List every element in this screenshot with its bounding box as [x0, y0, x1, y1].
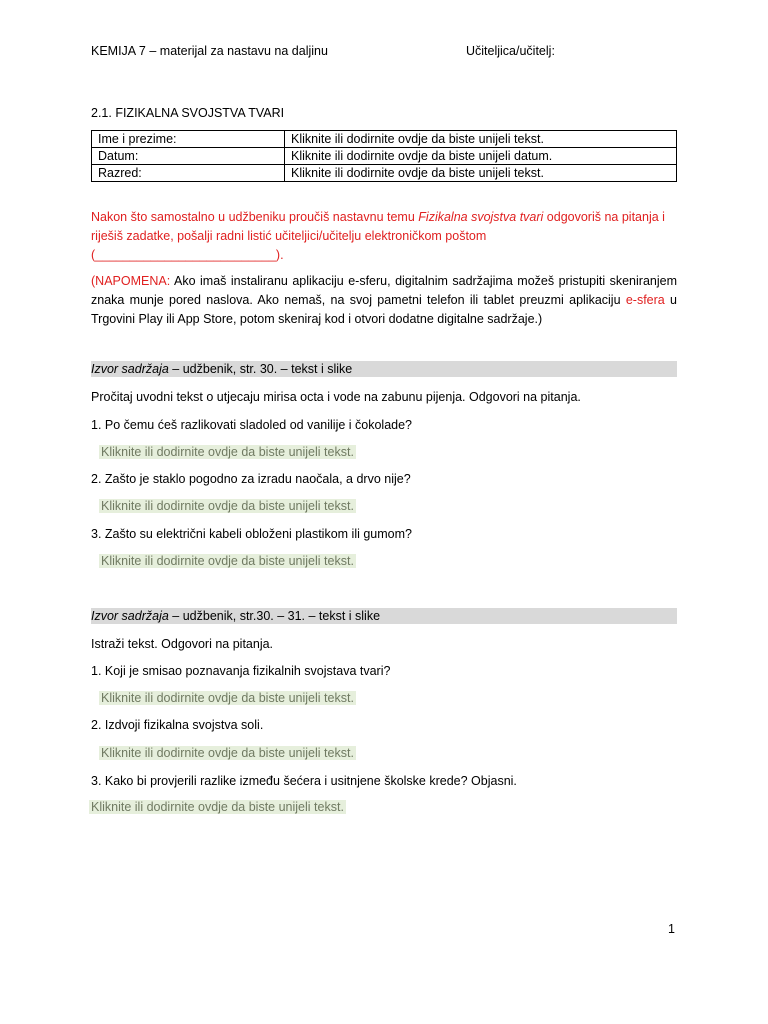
source-label: Izvor sadržaja	[91, 609, 169, 623]
answer-field[interactable]: Kliknite ili dodirnite ovdje da biste unijeli tekst.	[91, 800, 344, 814]
question-1-2: 2. Zašto je staklo pogodno za izradu naočala, a drvo nije?	[91, 472, 411, 486]
note-paragraph	[91, 272, 677, 329]
table-row	[92, 148, 677, 165]
table-row	[92, 131, 677, 148]
notice-text: Nakon što samostalno u udžbeniku proučiš nastavnu temu	[91, 210, 419, 224]
answer-field[interactable]: Kliknite ili dodirnite ovdje da biste unijeli tekst.	[101, 746, 354, 760]
question-1-3: 3. Zašto su električni kabeli obloženi plastikom ili gumom?	[91, 527, 412, 541]
student-info-table	[91, 130, 677, 182]
note-label: NAPOMENA:	[95, 274, 171, 288]
name-field[interactable]: Kliknite ili dodirnite ovdje da biste unijeli tekst.	[285, 131, 677, 148]
question-2-3: 3. Kako bi provjerili razlike između šećera i usitnjene školske krede? Objasni.	[91, 774, 517, 788]
source-band-1	[91, 361, 677, 377]
note-text: Ako imaš instaliranu aplikaciju e-sferu, digitalnim sadržajima možeš pristupiti skeniranjem znaka munje pored naslova. Ako nemaš, na svoj pametni telefon ili tablet preuzmi aplikaciju	[91, 274, 677, 307]
section1-intro: Pročitaj uvodni tekst o utjecaju mirisa octa i vode na zabunu pijenja. Odgovori na pitanja.	[91, 390, 581, 404]
answer-field[interactable]: Kliknite ili dodirnite ovdje da biste unijeli tekst.	[101, 554, 354, 568]
notice-topic: Fizikalna svojstva tvari	[418, 210, 544, 224]
teacher-label: Učiteljica/učitelj:	[466, 44, 555, 58]
note-text-end: u Trgovini Play ili App Store, potom skeniraj kod i otvori dodatne digitalne sadržaje.)	[91, 293, 677, 326]
name-label: Ime i prezime:	[92, 131, 285, 148]
source-detail: – udžbenik, str. 30. – tekst i slike	[168, 362, 353, 376]
answer-field[interactable]: Kliknite ili dodirnite ovdje da biste unijeli tekst.	[101, 499, 354, 513]
source-label: Izvor sadržaja	[91, 362, 169, 376]
table-row	[92, 165, 677, 182]
source-detail: – udžbenik, str.30. – 31. – tekst i slike	[168, 609, 381, 623]
date-label: Datum:	[92, 148, 285, 165]
header-title: KEMIJA 7 – materijal za nastavu na daljinu	[91, 44, 328, 58]
section2-intro: Istraži tekst. Odgovori na pitanja.	[91, 637, 274, 651]
class-label: Razred:	[92, 165, 285, 182]
notice-text-end: odgovoriš na pitanja i riješiš zadatke, pošalji radni listić učiteljici/učitelju elektroničkom poštom (__________________________).	[91, 210, 665, 262]
answer-field[interactable]: Kliknite ili dodirnite ovdje da biste unijeli tekst.	[101, 445, 354, 459]
note-open: (	[91, 274, 96, 288]
source-band-2	[91, 608, 677, 624]
app-name: e-sfera	[625, 293, 665, 307]
page-number: 1	[668, 922, 675, 936]
question-1-1: 1. Po čemu ćeš razlikovati sladoled od vanilije i čokolade?	[91, 418, 413, 432]
section-title: 2.1. FIZIKALNA SVOJSTVA TVARI	[91, 106, 285, 120]
question-2-2: 2. Izdvoji fizikalna svojstva soli.	[91, 718, 264, 732]
instructions-notice	[91, 208, 677, 265]
class-field[interactable]: Kliknite ili dodirnite ovdje da biste unijeli tekst.	[285, 165, 677, 182]
question-2-1: 1. Koji je smisao poznavanja fizikalnih svojstava tvari?	[91, 664, 391, 678]
answer-field[interactable]: Kliknite ili dodirnite ovdje da biste unijeli tekst.	[101, 691, 354, 705]
date-field[interactable]: Kliknite ili dodirnite ovdje da biste unijeli datum.	[285, 148, 677, 165]
